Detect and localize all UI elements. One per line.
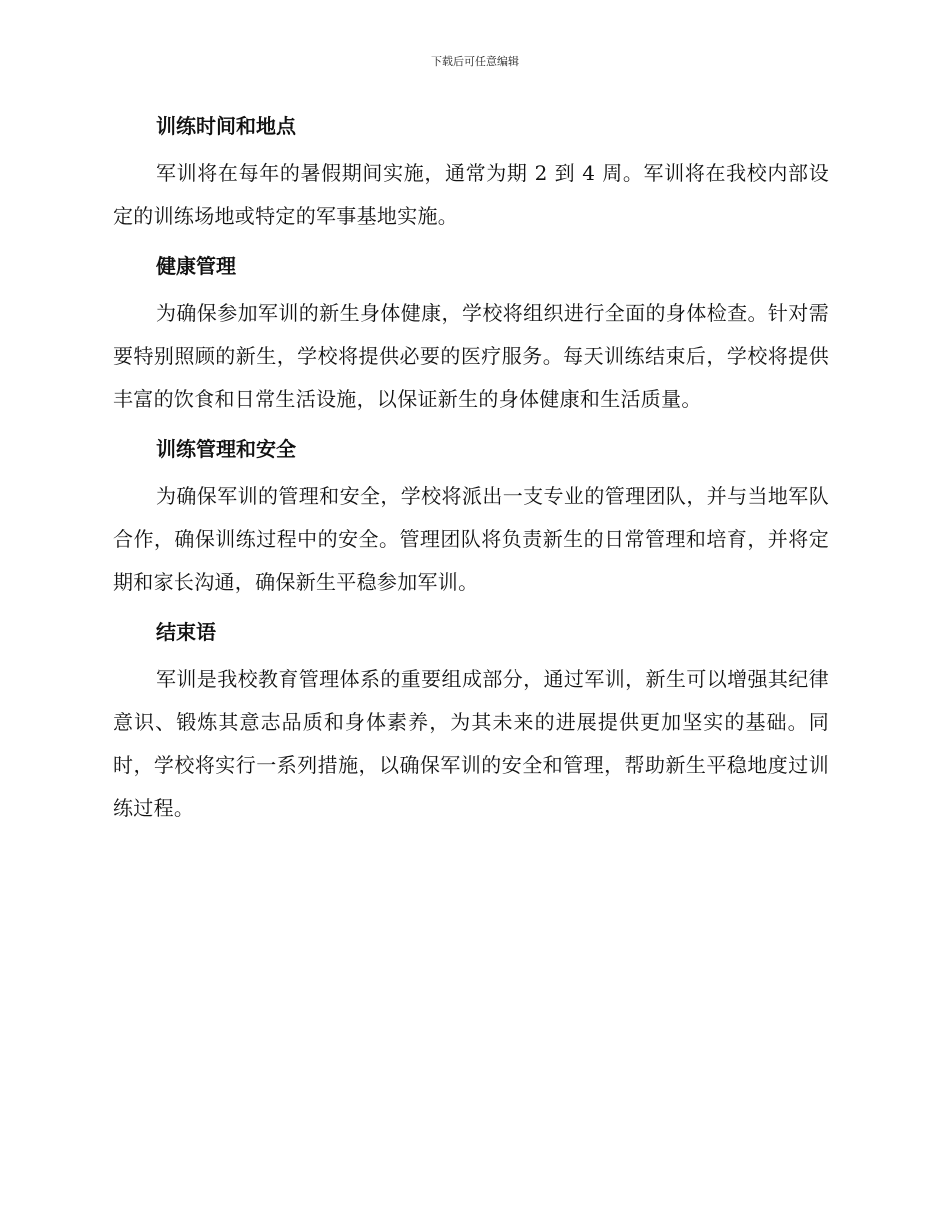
section-training-time-location (113, 110, 829, 238)
section-paragraph: 军训将在每年的暑假期间实施，通常为期 2 到 4 周。军训将在我校内部设定的训练场地或特定的军事基地实施。 (113, 161, 829, 228)
section-paragraph: 为确保军训的管理和安全，学校将派出一支专业的管理团队，并与当地军队合作，确保训练过程中的安全。管理团队将负责新生的日常管理和培育，并将定期和家长沟通，确保新生平稳参加军训。 (113, 484, 829, 594)
section-training-safety (113, 433, 829, 604)
section-heading: 训练时间和地点 (156, 114, 296, 138)
section-paragraph: 军训是我校教育管理体系的重要组成部分，通过军训，新生可以增强其纪律意识、锻炼其意志品质和身体素养，为其未来的进展提供更加坚实的基础。同时，学校将实行一系列措施，以确保军训的安全和管理，帮助新生平稳地度过训练过程。 (113, 667, 829, 820)
section-paragraph: 为确保参加军训的新生身体健康，学校将组织进行全面的身体检查。针对需要特别照顾的新生，学校将提供必要的医疗服务。每天训练结束后，学校将提供丰富的饮食和日常生活设施，以保证新生的身体健康和生活质量。 (113, 301, 829, 411)
page-header: 下载后可任意编辑 (431, 55, 519, 68)
section-heading: 训练管理和安全 (156, 437, 296, 461)
section-conclusion (113, 616, 829, 830)
section-heading: 健康管理 (156, 254, 236, 278)
document-body (113, 110, 829, 842)
section-health-management (113, 250, 829, 421)
section-heading: 结束语 (156, 620, 216, 644)
